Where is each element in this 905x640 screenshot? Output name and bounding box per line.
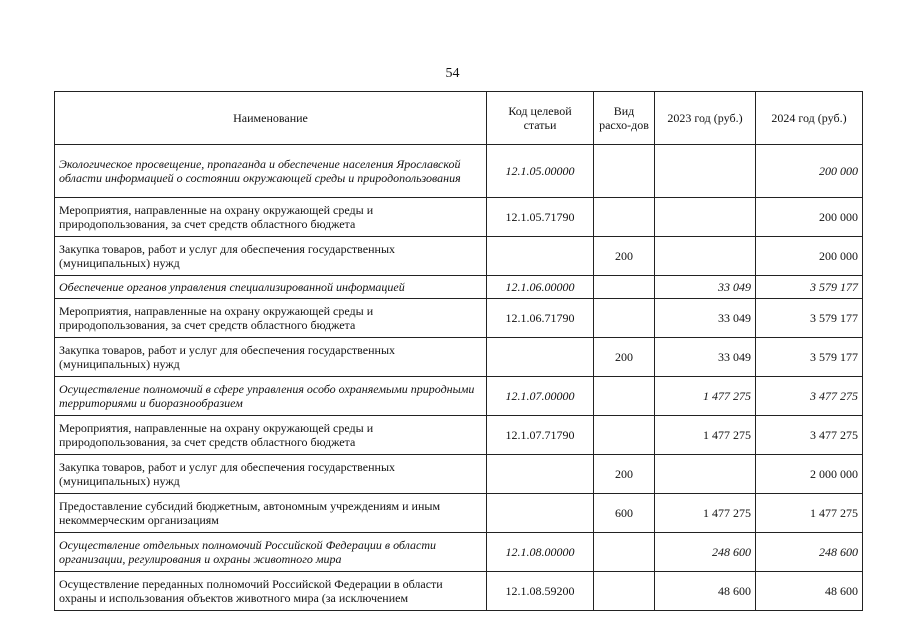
row-2023 bbox=[655, 145, 756, 198]
row-code: 12.1.06.00000 bbox=[487, 276, 594, 299]
row-code bbox=[487, 494, 594, 533]
row-name: Обеспечение органов управления специализированной информацией bbox=[55, 276, 487, 299]
row-expense-type bbox=[594, 416, 655, 455]
table-row bbox=[55, 416, 863, 455]
row-expense-type: 600 bbox=[594, 494, 655, 533]
row-2023: 33 049 bbox=[655, 276, 756, 299]
row-name: Закупка товаров, работ и услуг для обеспечения государственных (муниципальных) нужд bbox=[55, 455, 487, 494]
row-expense-type: 200 bbox=[594, 237, 655, 276]
table-header-row bbox=[55, 92, 863, 145]
row-name: Осуществление отдельных полномочий Российской Федерации в области организации, регулирования и охраны животного мира bbox=[55, 533, 487, 572]
table-row bbox=[55, 377, 863, 416]
row-2023 bbox=[655, 237, 756, 276]
row-2024: 3 579 177 bbox=[756, 276, 863, 299]
row-name: Экологическое просвещение, пропаганда и обеспечение населения Ярославской области информацией о состоянии окружающей среды и природопользования bbox=[55, 145, 487, 198]
row-2023: 248 600 bbox=[655, 533, 756, 572]
table-row bbox=[55, 338, 863, 377]
table-row bbox=[55, 533, 863, 572]
row-2024: 248 600 bbox=[756, 533, 863, 572]
table-row bbox=[55, 198, 863, 237]
table-row bbox=[55, 237, 863, 276]
row-expense-type bbox=[594, 377, 655, 416]
header-code: Код целевой статьи bbox=[487, 92, 594, 145]
table-row bbox=[55, 494, 863, 533]
row-name: Мероприятия, направленные на охрану окружающей среды и природопользования, за счет средств областного бюджета bbox=[55, 198, 487, 237]
row-2023: 1 477 275 bbox=[655, 377, 756, 416]
row-code: 12.1.07.71790 bbox=[487, 416, 594, 455]
table-row bbox=[55, 455, 863, 494]
row-expense-type bbox=[594, 533, 655, 572]
row-code: 12.1.08.59200 bbox=[487, 572, 594, 611]
header-2023: 2023 год (руб.) bbox=[655, 92, 756, 145]
header-expense-type: Вид расхо-дов bbox=[594, 92, 655, 145]
row-2024: 200 000 bbox=[756, 237, 863, 276]
row-2024: 200 000 bbox=[756, 198, 863, 237]
row-code: 12.1.08.00000 bbox=[487, 533, 594, 572]
row-name: Осуществление переданных полномочий Российской Федерации в области охраны и использования объектов животного мира (за исключением bbox=[55, 572, 487, 611]
budget-table bbox=[54, 91, 863, 611]
row-code bbox=[487, 455, 594, 494]
header-name: Наименование bbox=[55, 92, 487, 145]
row-2024: 48 600 bbox=[756, 572, 863, 611]
row-2024: 3 579 177 bbox=[756, 299, 863, 338]
page-number: 54 bbox=[445, 66, 460, 81]
row-2024: 3 477 275 bbox=[756, 416, 863, 455]
row-name: Закупка товаров, работ и услуг для обеспечения государственных (муниципальных) нужд bbox=[55, 338, 487, 377]
row-name: Осуществление полномочий в сфере управления особо охраняемыми природными территориями и биоразнообразием bbox=[55, 377, 487, 416]
row-expense-type bbox=[594, 276, 655, 299]
row-code: 12.1.05.71790 bbox=[487, 198, 594, 237]
row-expense-type bbox=[594, 299, 655, 338]
row-2024: 2 000 000 bbox=[756, 455, 863, 494]
row-2023: 33 049 bbox=[655, 299, 756, 338]
row-2023: 48 600 bbox=[655, 572, 756, 611]
row-2024: 1 477 275 bbox=[756, 494, 863, 533]
row-2023 bbox=[655, 455, 756, 494]
row-name: Мероприятия, направленные на охрану окружающей среды и природопользования, за счет средств областного бюджета bbox=[55, 416, 487, 455]
row-expense-type bbox=[594, 572, 655, 611]
row-2023: 1 477 275 bbox=[655, 416, 756, 455]
row-2023: 33 049 bbox=[655, 338, 756, 377]
row-2023 bbox=[655, 198, 756, 237]
row-name: Предоставление субсидий бюджетным, автономным учреждениям и иным некоммерческим организациям bbox=[55, 494, 487, 533]
row-2024: 3 579 177 bbox=[756, 338, 863, 377]
row-name: Мероприятия, направленные на охрану окружающей среды и природопользования, за счет средств областного бюджета bbox=[55, 299, 487, 338]
row-code: 12.1.07.00000 bbox=[487, 377, 594, 416]
table-row bbox=[55, 299, 863, 338]
header-2024: 2024 год (руб.) bbox=[756, 92, 863, 145]
table-row bbox=[55, 572, 863, 611]
row-code: 12.1.06.71790 bbox=[487, 299, 594, 338]
row-code bbox=[487, 237, 594, 276]
row-name: Закупка товаров, работ и услуг для обеспечения государственных (муниципальных) нужд bbox=[55, 237, 487, 276]
table-row bbox=[55, 276, 863, 299]
row-expense-type: 200 bbox=[594, 338, 655, 377]
row-code: 12.1.05.00000 bbox=[487, 145, 594, 198]
row-2024: 200 000 bbox=[756, 145, 863, 198]
row-expense-type bbox=[594, 145, 655, 198]
row-code bbox=[487, 338, 594, 377]
row-expense-type: 200 bbox=[594, 455, 655, 494]
row-expense-type bbox=[594, 198, 655, 237]
table-row bbox=[55, 145, 863, 198]
row-2023: 1 477 275 bbox=[655, 494, 756, 533]
row-2024: 3 477 275 bbox=[756, 377, 863, 416]
